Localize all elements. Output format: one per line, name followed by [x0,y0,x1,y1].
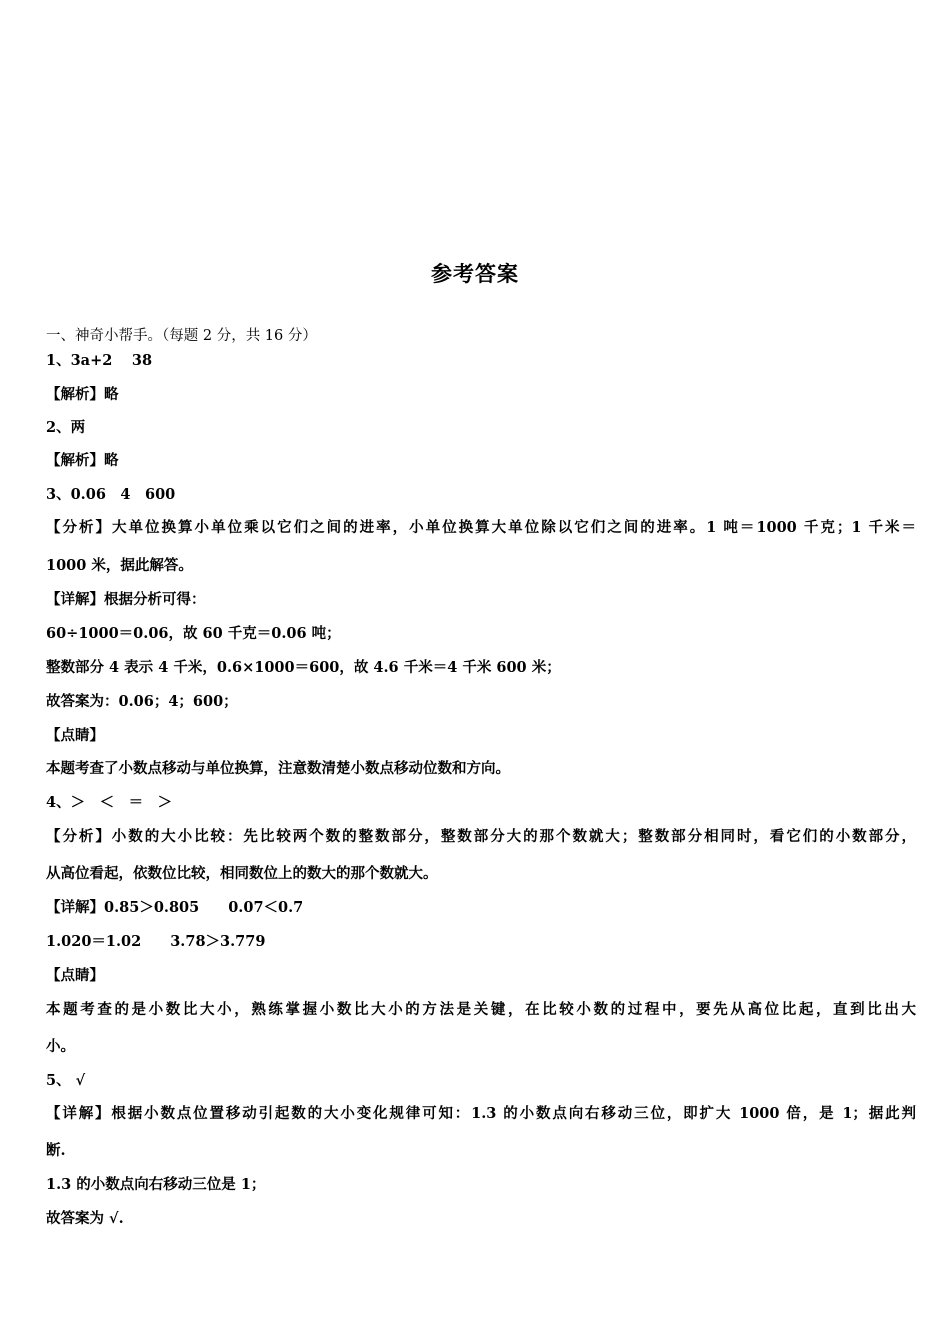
answer-1: 1、3a+2 38 [46,352,153,369]
detail-3-result: 故答案为：0.06；4；600； [46,693,238,710]
detail-5-line2: 断. [46,1142,66,1159]
analysis-1: 【解析】略 [46,386,119,403]
remark-4-heading: 【点睛】 [46,967,104,984]
analysis-2: 【解析】略 [46,452,119,469]
remark-3-heading: 【点睛】 [46,727,104,744]
answer-3: 3、0.06 4 600 [46,486,176,503]
detail-5-result: 故答案为 √. [46,1210,124,1227]
remark-4-line1: 本题考查的是小数比大小，熟练掌握小数比大小的方法是关键，在比较小数的过程中，要先从高位比起，直到比出大 [46,1001,916,1018]
analysis-3-line2: 1000 米，据此解答。 [46,557,193,574]
detail-5-step: 1.3 的小数点向右移动三位是 1； [46,1176,266,1193]
answer-5: 5、 √ [46,1072,86,1089]
analysis-4-line1: 【分析】小数的大小比较：先比较两个数的整数部分，整数部分大的那个数就大；整数部分相同时，看它们的小数部分， [46,828,916,845]
answer-2: 2、两 [46,419,86,436]
remark-4-line2: 小。 [46,1038,75,1055]
detail-4-line1: 【详解】0.85＞0.805 0.07＜0.7 [46,899,304,916]
detail-3-step1: 60÷1000＝0.06，故 60 千克＝0.06 吨； [46,625,341,642]
page-title: 参考答案 [431,261,519,286]
answer-4: 4、＞ ＜ ＝ ＞ [46,794,173,811]
detail-4-line2: 1.020＝1.02 3.78＞3.779 [46,933,266,950]
detail-5-line1: 【详解】根据小数点位置移动引起数的大小变化规律可知：1.3 的小数点向右移动三位，即扩大 1000 倍，是 1；据此判 [46,1105,916,1122]
analysis-4-line2: 从高位看起，依数位比较，相同数位上的数大的那个数就大。 [46,865,438,882]
section-heading: 一、神奇小帮手。（每题 2 分，共 16 分） [46,328,317,344]
analysis-3-line1: 【分析】大单位换算小单位乘以它们之间的进率，小单位换算大单位除以它们之间的进率。1 吨＝1000 千克；1 千米＝ [46,519,916,536]
detail-3-step2: 整数部分 4 表示 4 千米，0.6×1000＝600，故 4.6 千米＝4 千米 600 米； [46,659,561,676]
detail-3-heading: 【详解】根据分析可得： [46,591,206,608]
remark-3-text: 本题考查了小数点移动与单位换算，注意数清楚小数点移动位数和方向。 [46,760,510,777]
